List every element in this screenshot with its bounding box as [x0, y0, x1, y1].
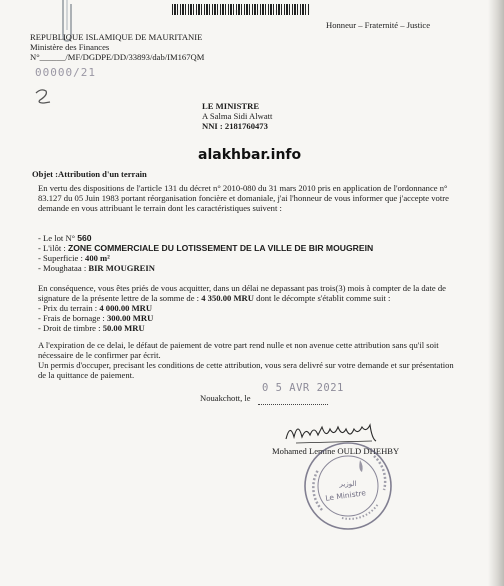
reference-number: N°______/MF/DGDPE/DD/33893/dab/IM167QM	[30, 52, 205, 62]
page-binding-edge	[488, 0, 504, 586]
watermark-text: alakhbar.info	[198, 147, 302, 163]
sender-title: LE MINISTRE	[202, 101, 260, 111]
handwritten-mark	[32, 87, 54, 107]
place-label: Nouakchott, le	[200, 393, 251, 403]
stamp-arabic-text: الوزير	[339, 480, 357, 488]
barcode	[172, 4, 310, 15]
addressee-nni: NNI : 2181760473	[202, 121, 268, 131]
paragraph-1-line-2: 83.127 du 05 Juin 1983 portant réorganisation foncière et domaniale, j'ai l'honneur de vous informer que j'accepte votre	[38, 193, 449, 203]
paragraph-1-line-3: demande en vous attribuant le terrain dont les caractéristiques suivent :	[38, 203, 282, 213]
stamp-text: Le Ministre	[324, 488, 367, 503]
date-stamp: 0 5 AVR 2021	[262, 382, 344, 394]
superficie: - Superficie : 400 m²	[38, 253, 110, 263]
lot-number: - Le lot N° 560	[38, 233, 92, 243]
ilot: - L'ilôt : ZONE COMMERCIALE DU LOTISSEMENT DE LA VILLE DE BIR MOUGREIN	[38, 243, 374, 253]
paragraph-3-line-2: nécessaire de le confirmer par écrit.	[38, 350, 161, 360]
date-line	[258, 394, 328, 405]
signatory-name: Mohamed Lemine OULD DHEHBY	[272, 446, 400, 456]
paragraph-1-line-1: En vertu des dispositions de l'article 131 du décret n° 2010-080 du 31 mars 2010 pris en application de l'ordonnance n°	[38, 183, 448, 193]
frais-bornage: - Frais de bornage : 300.00 MRU	[38, 313, 154, 323]
handwritten-reference: 00000/21	[35, 66, 96, 79]
paragraph-2-line-2: signature de la présente lettre de la somme de : 4 350.00 MRU dont le décompte s'établit comme suit :	[38, 293, 391, 303]
paragraph-2-line-1: En conséquence, vous êtes priés de vous acquitter, dans un délai ne depassant pas trois(3) mois à compter de la date de	[38, 283, 446, 293]
droit-timbre: - Droit de timbre : 50.00 MRU	[38, 323, 145, 333]
ministry-name: Ministère des Finances	[30, 42, 110, 52]
letter-subject: Objet :Attribution d'un terrain	[32, 169, 147, 179]
prix-terrain: - Prix du terrain : 4 000.00 MRU	[38, 303, 153, 313]
paragraph-3-line-3: Un permis d'occuper, precisant les conditions de cette attribution, vous sera delivré sur votre demande et sur présentation	[38, 360, 454, 370]
official-stamp	[302, 440, 394, 532]
addressee-name: A Salma Sidi Alwatt	[202, 111, 273, 121]
paragraph-3-line-1: A l'expiration de ce delai, le défaut de paiement de votre part rend nulle et non avenue cette attribution sans qu'il soit	[38, 340, 439, 350]
paragraph-3-line-4: de la quittance de paiement.	[38, 370, 135, 380]
moughataa: - Moughataa : BIR MOUGREIN	[38, 263, 155, 273]
motto: Honneur – Fraternité – Justice	[326, 20, 431, 30]
country-name: REPUBLIQUE ISLAMIQUE DE MAURITANIE	[30, 32, 203, 42]
